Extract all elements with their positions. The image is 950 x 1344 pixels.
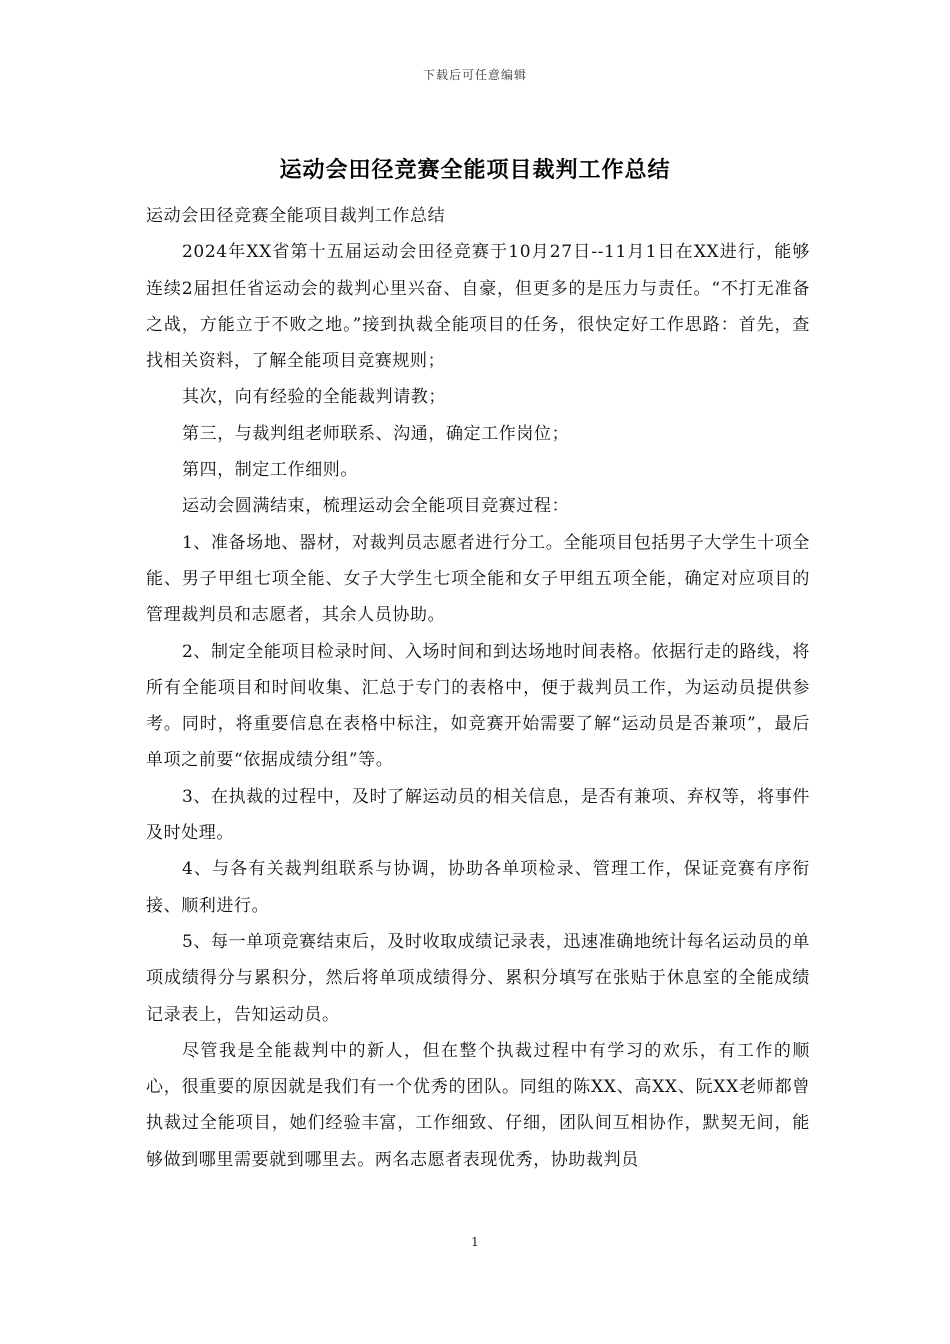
- header-note: 下载后可任意编辑: [422, 68, 527, 82]
- body-paragraph: 第四，制定工作细则。: [182, 460, 358, 481]
- body-paragraph: 2、制定全能项目检录时间、入场时间和到达场地时间表格。依据行走的路线，将所有全能项目和时间收集、汇总于专门的表格中，便于裁判员工作，为运动员提供参考。同时，将重要信息在表格中标注，如竞赛开始需要了解“运动员是否兼项”，最后单项之前要“依据成绩分组”等。: [146, 641, 810, 771]
- body-paragraph: 4、与各有关裁判组联系与协调，协助各单项检录、管理工作，保证竞赛有序衔接、顺利进行。: [146, 859, 810, 916]
- body-paragraph: 第三，与裁判组老师联系、沟通，确定工作岗位；: [182, 423, 570, 444]
- body-paragraph: 其次，向有经验的全能裁判请教；: [182, 387, 446, 408]
- page-number: 1: [471, 1235, 479, 1249]
- document-title: 运动会田径竞赛全能项目裁判工作总结: [279, 157, 671, 183]
- body-paragraph: 2024年XX省第十五届运动会田径竞赛于10月27日--11月1日在XX进行，能够连续2届担任省运动会的裁判心里兴奋、自豪，但更多的是压力与责任。“不打无准备之战，方能立于不败之地。”接到执裁全能项目的任务，很快定好工作思路：首先，查找相关资料，了解全能项目竞赛规则；: [146, 242, 810, 372]
- document-body: [146, 198, 810, 1178]
- body-paragraph: 3、在执裁的过程中，及时了解运动员的相关信息，是否有兼项、弃权等，将事件及时处理。: [146, 786, 810, 844]
- subtitle-paragraph: 运动会田径竞赛全能项目裁判工作总结: [146, 206, 446, 226]
- body-paragraph: 运动会圆满结束，梳理运动会全能项目竞赛过程：: [182, 496, 570, 517]
- body-paragraph: 5、每一单项竞赛结束后，及时收取成绩记录表，迅速准确地统计每名运动员的单项成绩得分与累积分，然后将单项成绩得分、累积分填写在张贴于休息室的全能成绩记录表上，告知运动员。: [146, 931, 810, 1025]
- body-paragraph: 1、准备场地、器材，对裁判员志愿者进行分工。全能项目包括男子大学生十项全能、男子甲组七项全能、女子大学生七项全能和女子甲组五项全能，确定对应项目的管理裁判员和志愿者，其余人员协助。: [146, 532, 810, 626]
- body-paragraph: 尽管我是全能裁判中的新人，但在整个执裁过程中有学习的欢乐，有工作的顺心，很重要的原因就是我们有一个优秀的团队。同组的陈XX、高XX、阮XX老师都曾执裁过全能项目，她们经验丰富，工作细致、仔细，团队间互相协作，默契无间，能够做到哪里需要就到哪里去。两名志愿者表现优秀，协助裁判员: [146, 1040, 810, 1170]
